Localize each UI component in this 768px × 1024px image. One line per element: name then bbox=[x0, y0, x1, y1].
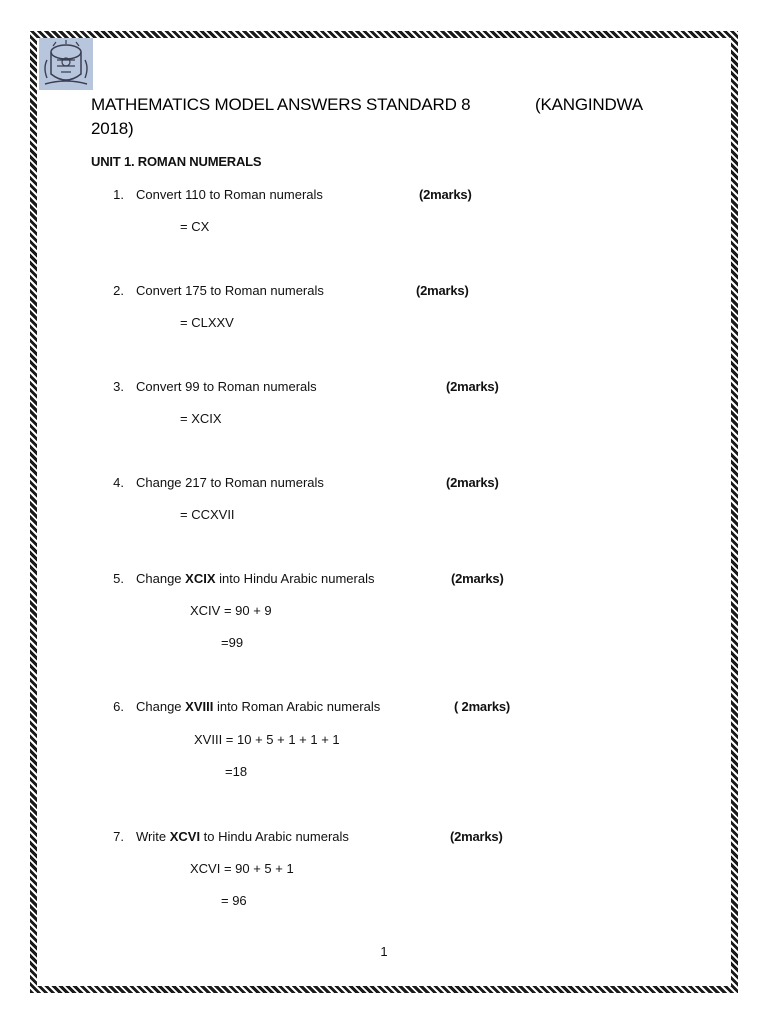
answer-line: = CX bbox=[180, 219, 210, 234]
question-text-before: Change bbox=[136, 699, 186, 714]
question-roman-numeral: XVIII bbox=[185, 699, 214, 714]
title-left: MATHEMATICS MODEL ANSWERS STANDARD 8 bbox=[91, 95, 471, 114]
answer-line: = CLXXV bbox=[180, 315, 234, 330]
unit-heading: UNIT 1. ROMAN NUMERALS bbox=[91, 154, 262, 169]
question-text-before: Change bbox=[136, 571, 186, 586]
question-marks: (2marks) bbox=[446, 475, 499, 490]
question-marks: ( 2marks) bbox=[454, 699, 511, 714]
question-number: 4. bbox=[113, 475, 124, 490]
question-number: 1. bbox=[113, 187, 124, 202]
question-text: Change 217 to Roman numerals bbox=[136, 475, 324, 490]
question-marks: (2marks) bbox=[446, 379, 499, 394]
question-text: Convert 110 to Roman numerals bbox=[136, 187, 323, 202]
answer-line: = XCIX bbox=[180, 411, 222, 426]
answer-line: XCIV = 90 + 9 bbox=[190, 603, 272, 618]
answer-line: =18 bbox=[225, 764, 248, 779]
page-border bbox=[30, 31, 738, 993]
question-text-after: into Hindu Arabic numerals bbox=[215, 571, 375, 586]
question-roman-numeral: XCIX bbox=[185, 571, 216, 586]
question-number: 6. bbox=[113, 699, 124, 714]
question-text: Convert 175 to Roman numerals bbox=[136, 283, 324, 298]
question-text: Convert 99 to Roman numerals bbox=[136, 379, 317, 394]
answer-line: =99 bbox=[221, 635, 244, 650]
question-text bbox=[136, 699, 380, 715]
question-text bbox=[136, 829, 349, 845]
question-marks: (2marks) bbox=[416, 283, 469, 298]
question-marks: (2marks) bbox=[419, 187, 472, 202]
page-number: 1 bbox=[380, 944, 388, 959]
document-title bbox=[91, 93, 691, 141]
title-right: (KANGINDWA bbox=[535, 95, 643, 114]
answer-line: = 96 bbox=[221, 893, 247, 908]
question-text-after: to Hindu Arabic numerals bbox=[200, 829, 349, 844]
question-text-after: into Roman Arabic numerals bbox=[213, 699, 381, 714]
question-number: 3. bbox=[113, 379, 124, 394]
answer-line: = CCXVII bbox=[180, 507, 235, 522]
question-text bbox=[136, 571, 374, 587]
school-crest-icon bbox=[39, 38, 93, 90]
question-marks: (2marks) bbox=[451, 571, 504, 586]
title-line-2: 2018) bbox=[91, 119, 134, 138]
answer-line: XCVI = 90 + 5 + 1 bbox=[190, 861, 294, 876]
question-number: 7. bbox=[113, 829, 124, 844]
question-roman-numeral: XCVI bbox=[169, 829, 201, 844]
question-number: 2. bbox=[113, 283, 124, 298]
answer-line: XVIII = 10 + 5 + 1 + 1 + 1 bbox=[194, 732, 340, 747]
school-logo bbox=[39, 38, 93, 90]
question-marks: (2marks) bbox=[450, 829, 503, 844]
question-number: 5. bbox=[113, 571, 124, 586]
question-text-before: Write bbox=[136, 829, 170, 844]
